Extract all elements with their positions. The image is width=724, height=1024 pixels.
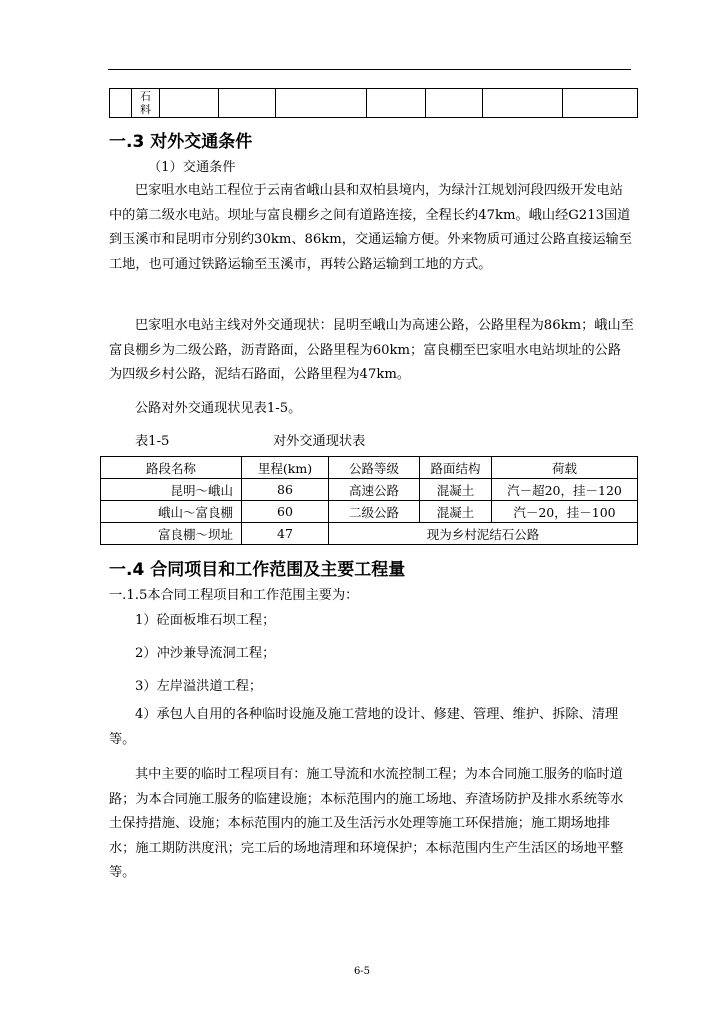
scope-item: 1）砼面板堆石坝工程； xyxy=(135,613,276,628)
paragraph-project-location: 巴家咀水电站工程位于云南省峨山县和双柏县境内，为绿汁江规划河段四级开发电站中的第二级水电站。坝址与富良棚乡之间有道路连接，全程长约47km。峨山经G213国道到玉溪市和昆明市分别约30km、86km，交通运输方便。外来物质可通过公路直接运输至工地，也可通过铁路运输至玉溪市，再转公路运输到工地的方式。 xyxy=(109,183,632,272)
table-cell xyxy=(276,89,367,118)
cell-distance: 60 xyxy=(242,501,329,523)
cell-distance: 86 xyxy=(242,479,329,501)
transport-status-table xyxy=(100,456,638,545)
table-cell xyxy=(219,89,276,118)
table-cell xyxy=(110,89,132,118)
header-segment: 路段名称 xyxy=(101,457,242,479)
table-cell xyxy=(367,89,426,118)
scope-item: 4）承包人自用的各种临时设施及施工营地的设计、修建、管理、维护、拆除、清理等。 xyxy=(109,707,619,747)
scope-item: 2）冲沙兼导流洞工程； xyxy=(135,646,276,661)
scope-intro: 一.1.5本合同工程项目和工作范围主要为： xyxy=(109,588,359,603)
table-cell xyxy=(160,89,219,118)
cell-surface: 混凝土 xyxy=(420,479,492,501)
cell-grade: 二级公路 xyxy=(329,501,420,523)
section-heading-transport: 一.3 对外交通条件 xyxy=(109,132,253,152)
cell-surface: 混凝土 xyxy=(420,501,492,523)
table-cell xyxy=(426,89,483,118)
table-header-row xyxy=(101,457,638,479)
header-grade: 公路等级 xyxy=(329,457,420,479)
scope-item: 3）左岸溢洪道工程； xyxy=(135,679,263,694)
table-row xyxy=(101,479,638,501)
table-row xyxy=(101,523,638,545)
header-surface: 路面结构 xyxy=(420,457,492,479)
cell-distance: 47 xyxy=(242,523,329,545)
table-cell xyxy=(483,89,563,118)
materials-table-fragment xyxy=(109,88,638,118)
paragraph-transport-status: 巴家咀水电站主线对外交通现状：昆明至峨山为高速公路，公路里程为86km；峨山至富良棚乡为二级公路，沥青路面，公路里程为60km；富良棚至巴家咀水电站坝址的公路为四级乡村公路，泥结石路面，公路里程为47km。 xyxy=(109,318,634,382)
cell-segment: 峨山～富良棚 xyxy=(101,501,242,523)
section-heading-contract-scope: 一.4 合同项目和工作范围及主要工程量 xyxy=(109,560,406,580)
header-load: 荷载 xyxy=(492,457,638,479)
paragraph-table-reference: 公路对外交通现状见表1-5。 xyxy=(135,401,302,416)
cell-load: 汽－超20，挂－120 xyxy=(492,479,638,501)
cell-segment: 富良棚～坝址 xyxy=(101,523,242,545)
table-cell-material: 石 料 xyxy=(132,89,160,118)
header-distance: 里程(km) xyxy=(242,457,329,479)
cell-grade: 高速公路 xyxy=(329,479,420,501)
page-number: 6-5 xyxy=(353,966,371,977)
table-row xyxy=(101,501,638,523)
header-rule xyxy=(108,69,631,70)
table-label: 表1-5 xyxy=(135,434,170,449)
cell-segment: 昆明～峨山 xyxy=(101,479,242,501)
subheading-transport-conditions: （1）交通条件 xyxy=(148,160,236,175)
table-cell xyxy=(563,89,638,118)
cell-merged-note: 现为乡村泥结石公路 xyxy=(329,523,638,545)
paragraph-temporary-works: 其中主要的临时工程项目有：施工导流和水流控制工程；为本合同施工服务的临时道路；为本合同施工服务的临建设施；本标范围内的施工场地、弃渣场防护及排水系统等水土保持措施、设施；本标范围内的施工及生活污水处理等施工环保措施；施工期场地排水；施工期防洪度汛；完工后的场地清理和环境保护；本标范围内生产生活区的场地平整等。 xyxy=(109,767,624,880)
table-title: 对外交通现状表 xyxy=(273,434,366,449)
cell-load: 汽－20，挂－100 xyxy=(492,501,638,523)
